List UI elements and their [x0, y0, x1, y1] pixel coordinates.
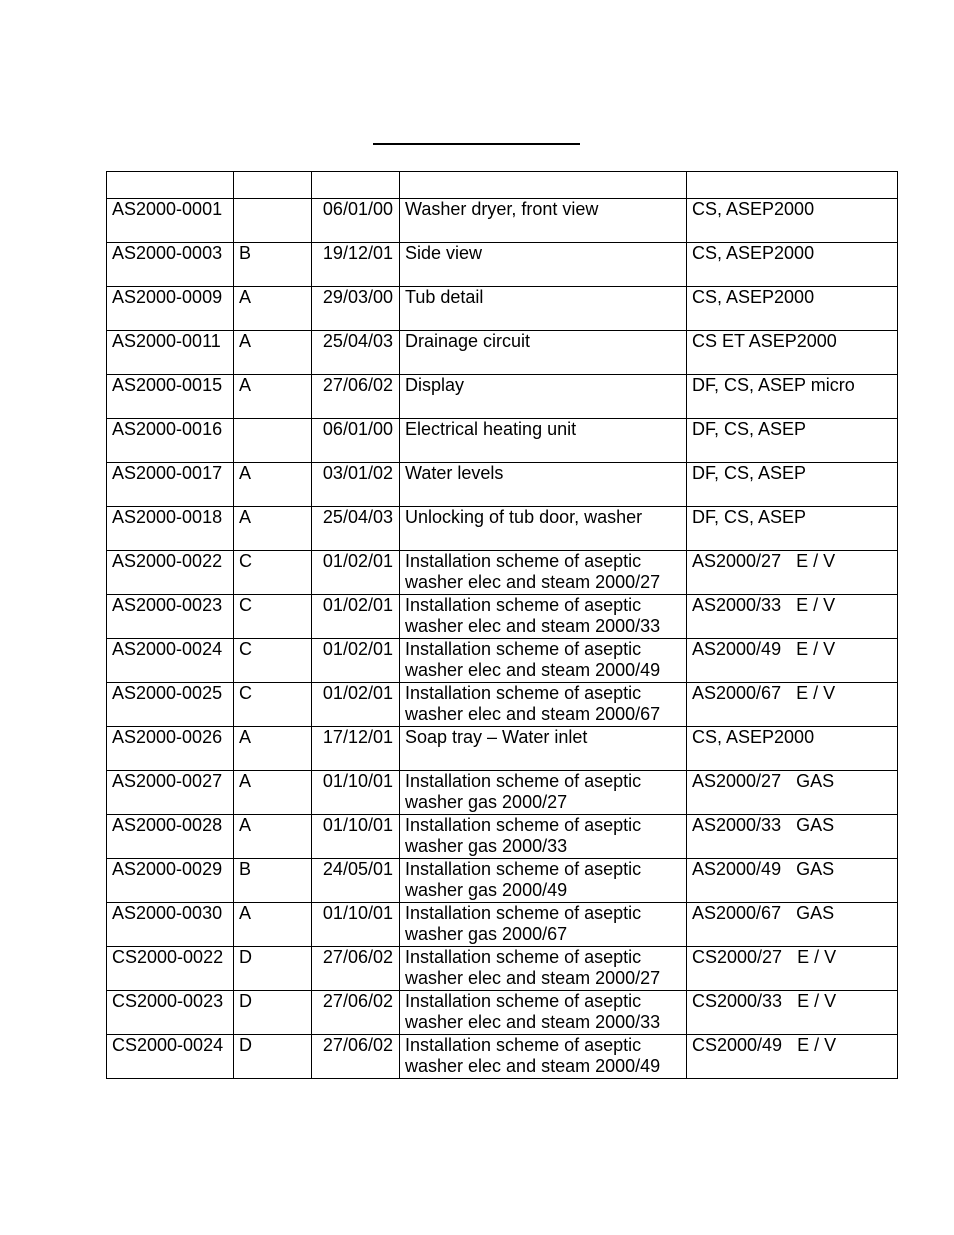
cell-revision: B — [234, 859, 312, 903]
cell-date: 01/02/01 — [312, 595, 400, 639]
cell-description: Installation scheme of aseptic washer elec and steam 2000/49 — [400, 639, 687, 683]
header-cell-reference — [687, 172, 898, 199]
table-row — [107, 683, 898, 727]
cell-date: 06/01/00 — [312, 199, 400, 243]
cell-revision: A — [234, 463, 312, 507]
cell-reference: CS2000/33 E / V — [687, 991, 898, 1035]
cell-reference: AS2000/27 E / V — [687, 551, 898, 595]
table-row — [107, 199, 898, 243]
cell-description: Installation scheme of aseptic washer elec and steam 2000/27 — [400, 551, 687, 595]
table-row — [107, 419, 898, 463]
cell-date: 03/01/02 — [312, 463, 400, 507]
cell-reference: AS2000/67 E / V — [687, 683, 898, 727]
table-header-row — [107, 172, 898, 199]
cell-drawing-number: AS2000-0015 — [107, 375, 234, 419]
table-row — [107, 815, 898, 859]
cell-drawing-number: AS2000-0003 — [107, 243, 234, 287]
cell-description: Side view — [400, 243, 687, 287]
cell-date: 27/06/02 — [312, 375, 400, 419]
cell-drawing-number: AS2000-0011 — [107, 331, 234, 375]
table-row — [107, 375, 898, 419]
cell-description: Electrical heating unit — [400, 419, 687, 463]
cell-drawing-number: CS2000-0024 — [107, 1035, 234, 1079]
cell-description: Installation scheme of aseptic washer gas 2000/27 — [400, 771, 687, 815]
cell-drawing-number: AS2000-0001 — [107, 199, 234, 243]
cell-revision: A — [234, 771, 312, 815]
cell-date: 25/04/03 — [312, 331, 400, 375]
cell-reference: AS2000/33 GAS — [687, 815, 898, 859]
cell-revision: A — [234, 287, 312, 331]
header-cell-date — [312, 172, 400, 199]
header-cell-rev — [234, 172, 312, 199]
table-row — [107, 991, 898, 1035]
cell-drawing-number: AS2000-0023 — [107, 595, 234, 639]
cell-revision: D — [234, 1035, 312, 1079]
cell-date: 01/10/01 — [312, 815, 400, 859]
cell-drawing-number: CS2000-0023 — [107, 991, 234, 1035]
cell-description: Display — [400, 375, 687, 419]
cell-description: Installation scheme of aseptic washer elec and steam 2000/33 — [400, 595, 687, 639]
cell-description: Installation scheme of aseptic washer elec and steam 2000/27 — [400, 947, 687, 991]
cell-description: Installation scheme of aseptic washer elec and steam 2000/49 — [400, 1035, 687, 1079]
cell-drawing-number: AS2000-0009 — [107, 287, 234, 331]
cell-drawing-number: AS2000-0030 — [107, 903, 234, 947]
cell-reference: CS, ASEP2000 — [687, 727, 898, 771]
cell-date: 01/10/01 — [312, 903, 400, 947]
cell-revision: A — [234, 331, 312, 375]
cell-revision: D — [234, 947, 312, 991]
cell-revision: C — [234, 683, 312, 727]
cell-description: Tub detail — [400, 287, 687, 331]
drawings-table — [106, 171, 898, 1079]
table-row — [107, 903, 898, 947]
cell-reference: CS, ASEP2000 — [687, 199, 898, 243]
cell-reference: AS2000/49 GAS — [687, 859, 898, 903]
table-row — [107, 1035, 898, 1079]
cell-reference: DF, CS, ASEP — [687, 419, 898, 463]
cell-drawing-number: AS2000-0026 — [107, 727, 234, 771]
cell-description: Installation scheme of aseptic washer gas 2000/33 — [400, 815, 687, 859]
cell-drawing-number: AS2000-0027 — [107, 771, 234, 815]
header-cell-description — [400, 172, 687, 199]
cell-revision — [234, 199, 312, 243]
cell-date: 25/04/03 — [312, 507, 400, 551]
cell-date: 17/12/01 — [312, 727, 400, 771]
cell-reference: CS, ASEP2000 — [687, 243, 898, 287]
cell-drawing-number: CS2000-0022 — [107, 947, 234, 991]
cell-date: 29/03/00 — [312, 287, 400, 331]
cell-drawing-number: AS2000-0025 — [107, 683, 234, 727]
cell-reference: CS2000/27 E / V — [687, 947, 898, 991]
cell-reference: CS ET ASEP2000 — [687, 331, 898, 375]
table-row — [107, 595, 898, 639]
table-row — [107, 463, 898, 507]
cell-date: 01/02/01 — [312, 551, 400, 595]
table-row — [107, 287, 898, 331]
cell-revision: A — [234, 507, 312, 551]
table-row — [107, 331, 898, 375]
cell-description: Installation scheme of aseptic washer elec and steam 2000/67 — [400, 683, 687, 727]
table-row — [107, 243, 898, 287]
cell-reference: DF, CS, ASEP — [687, 463, 898, 507]
cell-drawing-number: AS2000-0017 — [107, 463, 234, 507]
cell-reference: AS2000/67 GAS — [687, 903, 898, 947]
cell-date: 27/06/02 — [312, 1035, 400, 1079]
cell-description: Installation scheme of aseptic washer gas 2000/67 — [400, 903, 687, 947]
cell-description: Water levels — [400, 463, 687, 507]
cell-revision — [234, 419, 312, 463]
table-body — [107, 172, 898, 1079]
table-row — [107, 727, 898, 771]
cell-description: Washer dryer, front view — [400, 199, 687, 243]
table-row — [107, 551, 898, 595]
title-underline — [373, 143, 580, 145]
cell-drawing-number: AS2000-0022 — [107, 551, 234, 595]
cell-date: 01/02/01 — [312, 683, 400, 727]
cell-reference: CS, ASEP2000 — [687, 287, 898, 331]
cell-date: 19/12/01 — [312, 243, 400, 287]
cell-revision: C — [234, 595, 312, 639]
table-row — [107, 639, 898, 683]
cell-reference: AS2000/27 GAS — [687, 771, 898, 815]
cell-drawing-number: AS2000-0016 — [107, 419, 234, 463]
cell-date: 27/06/02 — [312, 991, 400, 1035]
cell-date: 06/01/00 — [312, 419, 400, 463]
cell-description: Drainage circuit — [400, 331, 687, 375]
cell-revision: D — [234, 991, 312, 1035]
cell-date: 01/10/01 — [312, 771, 400, 815]
cell-description: Installation scheme of aseptic washer gas 2000/49 — [400, 859, 687, 903]
cell-description: Soap tray – Water inlet — [400, 727, 687, 771]
cell-date: 24/05/01 — [312, 859, 400, 903]
cell-drawing-number: AS2000-0024 — [107, 639, 234, 683]
cell-drawing-number: AS2000-0018 — [107, 507, 234, 551]
cell-revision: C — [234, 639, 312, 683]
cell-revision: A — [234, 815, 312, 859]
table-row — [107, 859, 898, 903]
cell-date: 01/02/01 — [312, 639, 400, 683]
header-cell-number — [107, 172, 234, 199]
table-row — [107, 771, 898, 815]
cell-reference: DF, CS, ASEP — [687, 507, 898, 551]
cell-description: Unlocking of tub door, washer — [400, 507, 687, 551]
table-row — [107, 507, 898, 551]
table-row — [107, 947, 898, 991]
cell-revision: C — [234, 551, 312, 595]
cell-reference: AS2000/49 E / V — [687, 639, 898, 683]
cell-reference: DF, CS, ASEP micro — [687, 375, 898, 419]
cell-drawing-number: AS2000-0028 — [107, 815, 234, 859]
cell-date: 27/06/02 — [312, 947, 400, 991]
cell-reference: AS2000/33 E / V — [687, 595, 898, 639]
cell-drawing-number: AS2000-0029 — [107, 859, 234, 903]
cell-description: Installation scheme of aseptic washer elec and steam 2000/33 — [400, 991, 687, 1035]
cell-reference: CS2000/49 E / V — [687, 1035, 898, 1079]
cell-revision: A — [234, 727, 312, 771]
cell-revision: A — [234, 375, 312, 419]
cell-revision: A — [234, 903, 312, 947]
cell-revision: B — [234, 243, 312, 287]
